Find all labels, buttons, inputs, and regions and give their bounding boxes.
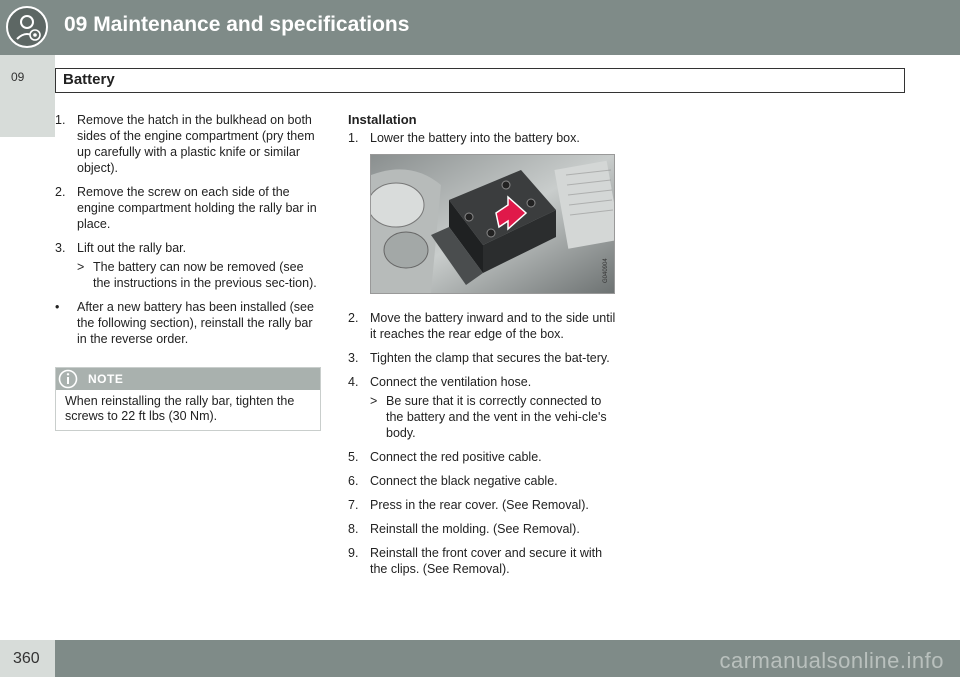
step-text: Connect the black negative cable. bbox=[370, 474, 558, 488]
list-item bbox=[55, 240, 320, 291]
step-number: 5. bbox=[348, 450, 359, 464]
result-marker: > bbox=[77, 260, 85, 274]
result-text: The battery can now be removed (see the instructions in the previous sec-tion). bbox=[93, 260, 317, 290]
step-text: Lift out the rally bar. bbox=[77, 241, 187, 255]
chapter-icon-box bbox=[0, 0, 55, 55]
info-icon bbox=[58, 369, 78, 389]
step-text: Press in the rear cover. (See Removal). bbox=[370, 498, 589, 512]
installation-heading: Installation bbox=[348, 112, 417, 127]
note-text: When reinstalling the rally bar, tighten the screws to 22 ft lbs (30 Nm). bbox=[65, 394, 295, 423]
list-item bbox=[348, 350, 616, 366]
step-number: 6. bbox=[348, 474, 359, 488]
list-item bbox=[348, 310, 616, 342]
list-item bbox=[55, 184, 320, 232]
step-number: 9. bbox=[348, 546, 359, 560]
step-number: 1. bbox=[55, 113, 66, 127]
step-result bbox=[370, 393, 616, 441]
step-number: 2. bbox=[55, 185, 66, 199]
note-label: NOTE bbox=[88, 372, 124, 386]
step-number: 1. bbox=[348, 131, 359, 145]
chapter-tab-number: 09 bbox=[11, 70, 25, 84]
result-text: Be sure that it is correctly connected to the battery and the vent in the vehi-cle's body. bbox=[386, 394, 607, 440]
maintenance-gear-icon bbox=[5, 5, 49, 49]
footer-tab bbox=[0, 640, 55, 677]
step-number: 2. bbox=[348, 311, 359, 325]
page-footer bbox=[0, 640, 960, 677]
step-text: Remove the hatch in the bulkhead on both sides of the engine compartment (pry them up carefully with a plastic knife or similar object). bbox=[77, 113, 315, 175]
list-item bbox=[348, 497, 616, 513]
battery-photo-illustration bbox=[371, 155, 614, 293]
page-number: 360 bbox=[13, 650, 40, 667]
step-text: Reinstall the molding. (See Removal). bbox=[370, 522, 580, 536]
step-text: Connect the ventilation hose. bbox=[370, 375, 532, 389]
result-marker: > bbox=[370, 394, 378, 408]
chapter-title: 09 Maintenance and specifications bbox=[64, 13, 410, 36]
bullet-marker: • bbox=[55, 300, 60, 314]
list-item bbox=[348, 130, 616, 146]
section-title-bar bbox=[55, 68, 905, 93]
section-title: Battery bbox=[63, 71, 115, 88]
note-header bbox=[56, 368, 320, 390]
figure-code: G040904 bbox=[603, 258, 609, 283]
bullet-text: After a new battery has been installed (see the following section), reinstall the rally bar in the reverse order. bbox=[77, 300, 314, 346]
note-box bbox=[55, 367, 321, 431]
step-number: 7. bbox=[348, 498, 359, 512]
watermark: carmanualsonline.info bbox=[719, 648, 944, 673]
step-text: Reinstall the front cover and secure it with the clips. (See Removal). bbox=[370, 546, 603, 576]
list-item bbox=[348, 473, 616, 489]
step-result bbox=[77, 259, 320, 291]
step-number: 3. bbox=[55, 241, 66, 255]
list-item bbox=[348, 521, 616, 537]
list-item bbox=[55, 112, 320, 176]
step-text: Connect the red positive cable. bbox=[370, 450, 542, 464]
chapter-header bbox=[0, 0, 960, 55]
list-item bbox=[348, 545, 616, 577]
chapter-side-tab bbox=[0, 55, 55, 137]
list-item bbox=[348, 449, 616, 465]
step-text: Tighten the clamp that secures the bat-tery. bbox=[370, 351, 610, 365]
step-text: Move the battery inward and to the side until it reaches the rear edge of the box. bbox=[370, 311, 616, 341]
step-number: 3. bbox=[348, 351, 359, 365]
list-item bbox=[55, 299, 320, 347]
list-item bbox=[348, 374, 616, 441]
left-column bbox=[55, 112, 320, 355]
step-text: Remove the screw on each side of the engine compartment holding the rally bar in place. bbox=[77, 185, 317, 231]
step-text: Lower the battery into the battery box. bbox=[370, 131, 580, 145]
step-number: 8. bbox=[348, 522, 359, 536]
battery-installation-figure bbox=[370, 154, 615, 294]
step-number: 4. bbox=[348, 375, 359, 389]
